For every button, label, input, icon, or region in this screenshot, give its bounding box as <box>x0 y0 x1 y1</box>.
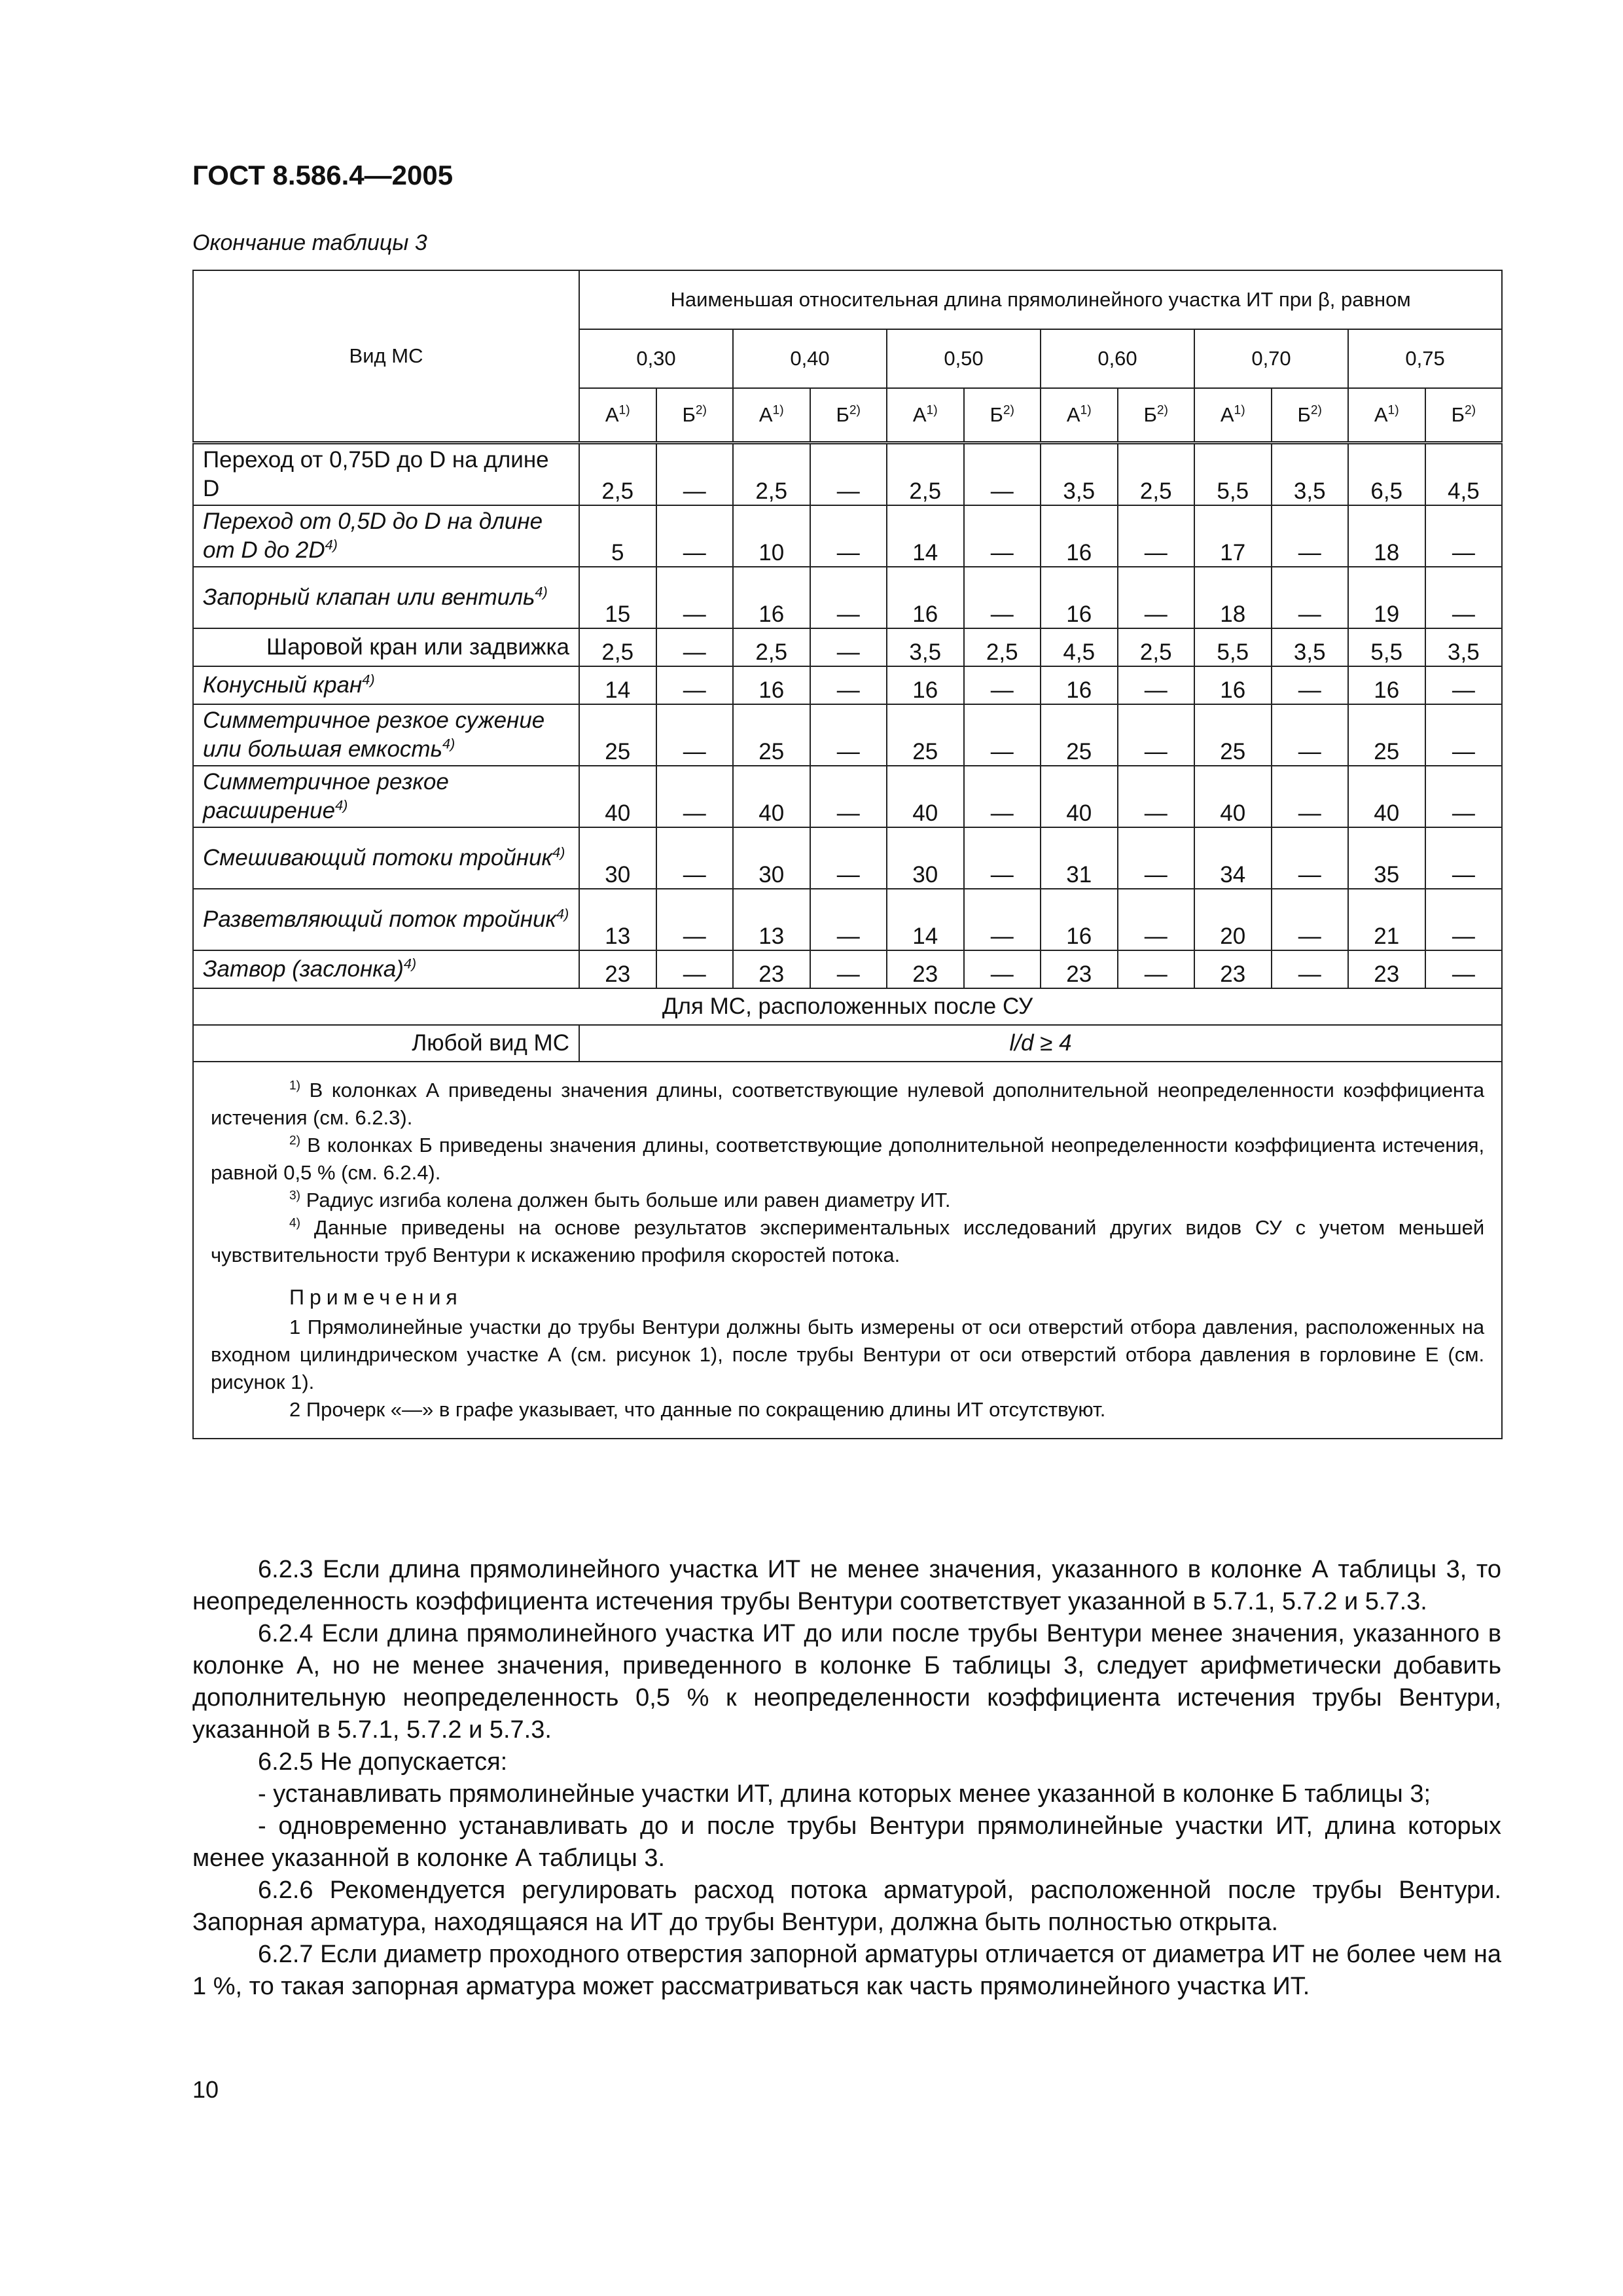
footnote-text: В колонках Б приведены значения длины, соответствующие дополнительной неопределенности коэффициента истечения, равной 0,5 % (см. 6.2.4). <box>211 1133 1485 1184</box>
subcol-a-header <box>733 388 810 442</box>
value-cell: — <box>656 628 734 666</box>
paragraph: - устанавливать прямолинейные участки ИТ, длина которых менее указанной в колонке Б таблицы 3; <box>258 1780 1431 1808</box>
value-cell: 25 <box>579 704 656 766</box>
value-cell: — <box>1272 666 1349 704</box>
row-name: Шаровой кран или задвижка <box>266 634 569 660</box>
value-cell: — <box>1118 666 1195 704</box>
value-cell: — <box>1425 889 1503 950</box>
value-cell: — <box>1272 827 1349 889</box>
paragraph: 6.2.7 Если диаметр проходного отверстия запорной арматуры отличается от диаметра ИТ не более чем на 1 %, то такая запорная арматура может рассматриваться как часть прямолинейного участка ИТ. <box>192 1941 1501 2000</box>
value-cell: 35 <box>1348 827 1425 889</box>
value-cell: 16 <box>1041 567 1118 628</box>
value-cell: 10 <box>733 505 810 567</box>
subcol-label: А <box>758 403 773 426</box>
footnote-mark: 1) <box>1387 403 1399 418</box>
beta-header: 0,30 <box>579 329 733 388</box>
row-name-cell <box>193 950 579 988</box>
table-row <box>193 505 1502 567</box>
value-cell: 23 <box>579 950 656 988</box>
value-cell: — <box>964 567 1041 628</box>
row-name-cell <box>193 505 579 567</box>
value-cell: — <box>810 505 887 567</box>
value-cell: — <box>1425 950 1503 988</box>
row-name-cell <box>193 567 579 628</box>
subcol-label: А <box>1066 403 1080 426</box>
span-header: Наименьшая относительная длина прямолинейного участка ИТ при β, равном <box>579 270 1502 329</box>
footnote-mark: 1) <box>289 1079 301 1093</box>
table-row <box>193 704 1502 766</box>
footnote-mark: 4) <box>442 734 455 751</box>
paragraph: 6.2.5 Не допускается: <box>258 1748 508 1776</box>
section-title: Для МС, расположенных после СУ <box>193 988 1502 1025</box>
footnote-mark: 2) <box>1003 403 1014 418</box>
value-cell: — <box>1118 567 1195 628</box>
note: 2 Прочерк «—» в графе указывает, что данные по сокращению длины ИТ отсутствуют. <box>289 1397 1106 1421</box>
row-name: Симметричное резкое расширение <box>203 768 449 823</box>
footnote-mark: 4) <box>362 670 375 687</box>
value-cell: — <box>1425 704 1503 766</box>
value-cell: 15 <box>579 567 656 628</box>
value-cell: — <box>964 766 1041 827</box>
paragraph: 6.2.4 Если длина прямолинейного участка ИТ до или после трубы Вентури менее значения, указанного в колонке А, но не менее значения, приведенного в колонке Б таблицы 3, следует арифметически добавить дополнительную неопределенность 0,5 % к неопределенности коэффициента истечения трубы Вентури, указанной в 5.7.1, 5.7.2 и 5.7.3. <box>192 1620 1501 1744</box>
value-cell: — <box>964 950 1041 988</box>
value-cell: 14 <box>887 505 964 567</box>
page-number: 10 <box>192 2076 219 2103</box>
beta-header: 0,60 <box>1041 329 1194 388</box>
value-cell: 16 <box>887 666 964 704</box>
footnote-mark: 1) <box>1234 403 1245 418</box>
subcol-label: А <box>1220 403 1234 426</box>
table-row <box>193 889 1502 950</box>
value-cell: — <box>964 666 1041 704</box>
any-value-cell: l/d ≥ 4 <box>579 1025 1502 1062</box>
value-cell: 23 <box>1348 950 1425 988</box>
value-cell: 5,5 <box>1194 628 1272 666</box>
value-cell: — <box>1425 567 1503 628</box>
value-cell: — <box>1118 704 1195 766</box>
footnote-mark: 4) <box>289 1216 301 1230</box>
subcol-label: А <box>912 403 927 426</box>
subcol-b-header <box>1118 388 1195 442</box>
value-cell: 3,5 <box>1272 628 1349 666</box>
subcol-label: А <box>1374 403 1388 426</box>
value-cell: 23 <box>733 950 810 988</box>
value-cell: 2,5 <box>733 442 810 505</box>
section-row <box>193 988 1502 1025</box>
value-cell: — <box>1425 505 1503 567</box>
footnote-mark: 4) <box>325 535 338 552</box>
subcol-label: Б <box>1297 403 1311 426</box>
value-cell: — <box>810 442 887 505</box>
footnote-mark: 2) <box>695 403 707 418</box>
value-cell: — <box>964 505 1041 567</box>
subcol-b-header <box>656 388 734 442</box>
value-cell: — <box>810 950 887 988</box>
row-name: Переход от 0,5D до D на длине от D до 2D <box>203 508 543 563</box>
value-cell: 3,5 <box>1272 442 1349 505</box>
value-cell: — <box>1272 766 1349 827</box>
value-cell: 14 <box>579 666 656 704</box>
value-cell: — <box>656 889 734 950</box>
value-cell: 16 <box>887 567 964 628</box>
value-cell: 16 <box>1041 666 1118 704</box>
value-cell: 25 <box>733 704 810 766</box>
footnote-mark: 1) <box>618 403 630 418</box>
value-cell: 2,5 <box>733 628 810 666</box>
row-name-cell <box>193 766 579 827</box>
footnote-mark: 4) <box>403 954 417 971</box>
value-cell: — <box>1272 567 1349 628</box>
value-cell: — <box>1272 505 1349 567</box>
footnote-mark: 1) <box>926 403 938 418</box>
row-name: Разветвляющий поток тройник <box>203 906 556 932</box>
table-row <box>193 950 1502 988</box>
footnote-text: Радиус изгиба колена должен быть больше или равен диаметру ИТ. <box>306 1188 951 1211</box>
value-cell: 30 <box>887 827 964 889</box>
row-name-cell <box>193 704 579 766</box>
value-cell: 16 <box>1041 889 1118 950</box>
footnote <box>211 1187 1484 1214</box>
value-cell: 40 <box>579 766 656 827</box>
subcol-a-header <box>1194 388 1272 442</box>
value-cell: 23 <box>1041 950 1118 988</box>
subcol-label: А <box>605 403 619 426</box>
body-text <box>192 1554 1501 2003</box>
value-cell: — <box>656 704 734 766</box>
value-cell: 25 <box>1041 704 1118 766</box>
value-cell: 6,5 <box>1348 442 1425 505</box>
value-cell: 13 <box>579 889 656 950</box>
notes-cell <box>193 1062 1502 1439</box>
value-cell: 21 <box>1348 889 1425 950</box>
value-cell: — <box>656 567 734 628</box>
subcol-b-header <box>1425 388 1503 442</box>
value-cell: — <box>1425 766 1503 827</box>
value-cell: 20 <box>1194 889 1272 950</box>
footnote <box>211 1132 1484 1187</box>
table-3 <box>192 270 1503 1439</box>
value-cell: 16 <box>1041 505 1118 567</box>
value-cell: 31 <box>1041 827 1118 889</box>
value-cell: 3,5 <box>1041 442 1118 505</box>
value-cell: — <box>810 766 887 827</box>
table-row <box>193 1025 1502 1062</box>
value-cell: 5 <box>579 505 656 567</box>
footnote-mark: 4) <box>535 583 548 600</box>
footnote-mark: 2) <box>289 1134 301 1148</box>
row-name-cell <box>193 666 579 704</box>
value-cell: 14 <box>887 889 964 950</box>
value-cell: — <box>656 666 734 704</box>
value-cell: — <box>1118 766 1195 827</box>
value-cell: 40 <box>733 766 810 827</box>
value-cell: — <box>1118 889 1195 950</box>
value-cell: 2,5 <box>964 628 1041 666</box>
value-cell: 40 <box>887 766 964 827</box>
value-cell: 2,5 <box>1118 442 1195 505</box>
notes-row <box>193 1062 1502 1439</box>
value-cell: — <box>810 827 887 889</box>
value-cell: — <box>964 827 1041 889</box>
value-cell: — <box>1118 827 1195 889</box>
row-name-cell <box>193 889 579 950</box>
footnote-mark: 2) <box>849 403 861 418</box>
footnote-text: В колонках А приведены значения длины, соответствующие нулевой дополнительной неопределенности коэффициента истечения (см. 6.2.3). <box>211 1078 1485 1129</box>
row-name: Симметричное резкое сужение или большая емкость <box>203 707 545 762</box>
value-cell: — <box>964 442 1041 505</box>
beta-header: 0,75 <box>1348 329 1502 388</box>
value-cell: — <box>1425 666 1503 704</box>
value-cell: 25 <box>1348 704 1425 766</box>
row-name: Смешивающий потоки тройник <box>203 844 553 870</box>
value-cell: 5,5 <box>1194 442 1272 505</box>
row-name-cell <box>193 628 579 666</box>
value-cell: — <box>656 442 734 505</box>
subcol-label: Б <box>1143 403 1157 426</box>
value-cell: 16 <box>733 666 810 704</box>
subcol-a-header <box>1041 388 1118 442</box>
row-name: Запорный клапан или вентиль <box>203 584 535 610</box>
value-cell: — <box>1272 889 1349 950</box>
row-name: Переход от 0,75D до D на длине D <box>203 446 549 501</box>
value-cell: — <box>1118 505 1195 567</box>
subcol-label: Б <box>1451 403 1465 426</box>
value-cell: — <box>810 666 887 704</box>
subcol-b-header <box>810 388 887 442</box>
value-cell: 18 <box>1194 567 1272 628</box>
value-cell: 5,5 <box>1348 628 1425 666</box>
value-cell: 30 <box>579 827 656 889</box>
paragraph: - одновременно устанавливать до и после трубы Вентури прямолинейные участки ИТ, длина которых менее указанной в колонке А таблицы 3. <box>192 1812 1501 1872</box>
footnote-mark: 1) <box>772 403 784 418</box>
col-kind-header: Вид МС <box>193 270 579 442</box>
footnote-text: Данные приведены на основе результатов экспериментальных исследований других видов СУ с учетом меньшей чувствительности труб Вентури к искажению профиля скоростей потока. <box>211 1215 1485 1266</box>
row-name-cell <box>193 827 579 889</box>
value-cell: — <box>810 889 887 950</box>
value-cell: 40 <box>1041 766 1118 827</box>
footnote-mark: 4) <box>335 796 348 813</box>
note: 1 Прямолинейные участки до трубы Вентури должны быть измерены от оси отверстий отбора давления, расположенных на входном цилиндрическом участке А (см. рисунок 1), после трубы Вентури от оси отверстий отбора давления в горловине Е (см. рисунок 1). <box>211 1315 1485 1393</box>
value-cell: — <box>656 950 734 988</box>
value-cell: 40 <box>1194 766 1272 827</box>
table-caption: Окончание таблицы 3 <box>192 230 427 255</box>
beta-header: 0,50 <box>887 329 1041 388</box>
footnote <box>211 1077 1484 1132</box>
subcol-a-header <box>1348 388 1425 442</box>
value-cell: 34 <box>1194 827 1272 889</box>
value-cell: 16 <box>1348 666 1425 704</box>
footnote-mark: 4) <box>556 905 569 922</box>
value-cell: 2,5 <box>579 442 656 505</box>
value-cell: — <box>964 704 1041 766</box>
value-cell: — <box>656 505 734 567</box>
value-cell: — <box>656 766 734 827</box>
value-cell: — <box>1272 950 1349 988</box>
value-cell: — <box>1272 704 1349 766</box>
value-cell: 30 <box>733 827 810 889</box>
value-cell: 4,5 <box>1425 442 1503 505</box>
value-cell: 17 <box>1194 505 1272 567</box>
value-cell: 23 <box>887 950 964 988</box>
table-row <box>193 567 1502 628</box>
subcol-label: Б <box>836 403 849 426</box>
table-row <box>193 666 1502 704</box>
value-cell: 40 <box>1348 766 1425 827</box>
value-cell: 2,5 <box>1118 628 1195 666</box>
beta-header: 0,40 <box>733 329 887 388</box>
table-row <box>193 442 1502 505</box>
footnote-mark: 4) <box>552 843 565 860</box>
subcol-a-header <box>887 388 964 442</box>
subcol-b-header <box>1272 388 1349 442</box>
value-cell: 3,5 <box>1425 628 1503 666</box>
footnote <box>211 1214 1484 1269</box>
row-name-cell <box>193 442 579 505</box>
value-cell: 16 <box>733 567 810 628</box>
value-cell: — <box>810 567 887 628</box>
subcol-label: Б <box>682 403 696 426</box>
paragraph: 6.2.6 Рекомендуется регулировать расход потока арматурой, расположенной после трубы Вентури. Запорная арматура, находящаяся на ИТ до трубы Вентури, должна быть полностью открыта. <box>192 1876 1501 1936</box>
footnote-mark: 2) <box>1156 403 1168 418</box>
document-header: ГОСТ 8.586.4—2005 <box>192 160 454 190</box>
table-row <box>193 628 1502 666</box>
value-cell: — <box>1425 827 1503 889</box>
footnote-mark: 2) <box>1464 403 1476 418</box>
table-row <box>193 827 1502 889</box>
value-cell: 19 <box>1348 567 1425 628</box>
subcol-label: Б <box>990 403 1003 426</box>
value-cell: — <box>1118 950 1195 988</box>
row-name: Конусный кран <box>203 672 363 698</box>
footnote-mark: 1) <box>1080 403 1092 418</box>
value-cell: — <box>810 628 887 666</box>
value-cell: 2,5 <box>579 628 656 666</box>
footnote-mark: 2) <box>1310 403 1322 418</box>
beta-header: 0,70 <box>1194 329 1348 388</box>
row-name: Любой вид МС <box>193 1025 579 1062</box>
value-cell: 16 <box>1194 666 1272 704</box>
notes-title: Примечения <box>289 1285 463 1309</box>
value-cell: — <box>964 889 1041 950</box>
value-cell: 4,5 <box>1041 628 1118 666</box>
value-cell: 25 <box>1194 704 1272 766</box>
row-name: Затвор (заслонка) <box>203 956 404 982</box>
value-cell: 3,5 <box>887 628 964 666</box>
value-cell: — <box>656 827 734 889</box>
value-cell: 13 <box>733 889 810 950</box>
subcol-a-header <box>579 388 656 442</box>
subcol-b-header <box>964 388 1041 442</box>
paragraph: 6.2.3 Если длина прямолинейного участка ИТ не менее значения, указанного в колонке А таблицы 3, то неопределенность коэффициента истечения трубы Вентури соответствует указанной в 5.7.1, 5.7.2 и 5.7.3. <box>192 1556 1501 1615</box>
value-cell: 25 <box>887 704 964 766</box>
value-cell: 2,5 <box>887 442 964 505</box>
table-row <box>193 766 1502 827</box>
footnote-mark: 3) <box>289 1189 301 1203</box>
value-cell: — <box>810 704 887 766</box>
value-cell: 18 <box>1348 505 1425 567</box>
value-cell: 23 <box>1194 950 1272 988</box>
